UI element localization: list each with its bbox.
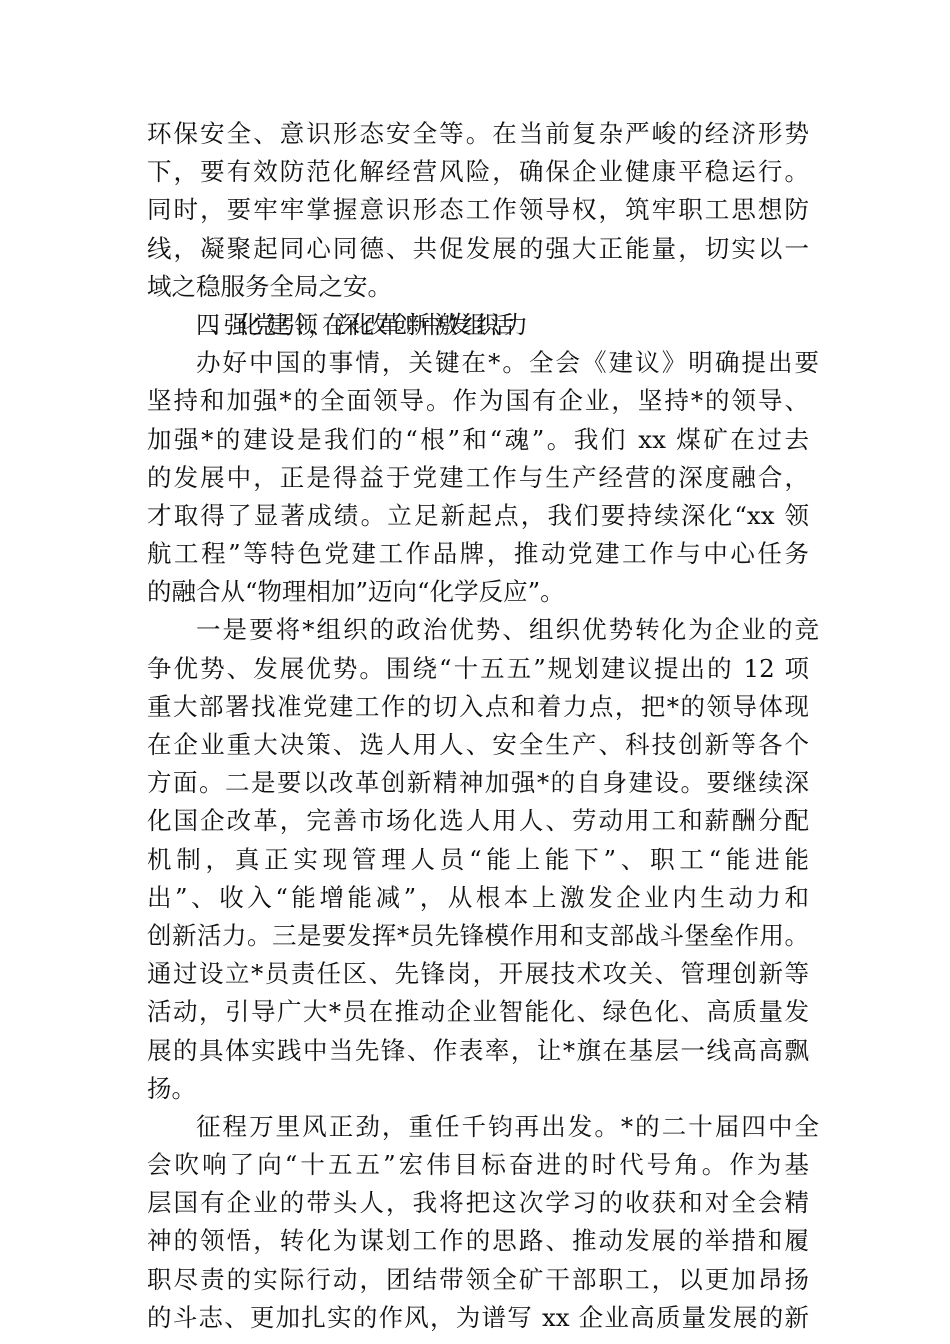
text-line: 创新活力。三是要发挥*员先锋模作用和支部战斗堡垒作用。	[147, 920, 809, 950]
text-line: 职尽责的实际行动，团结带领全矿干部职工，以更加昂扬	[147, 1264, 809, 1294]
text-line: 争优势、发展优势。围绕“十五五”规划建议提出的 12 项	[147, 653, 809, 683]
text-line: 坚持和加强*的全面领导。作为国有企业，坚持*的领导、	[147, 386, 809, 416]
text-line: 神的领悟，转化为谋划工作的思路、推动发展的举措和履	[147, 1226, 809, 1256]
text-line: 重大部署找准党建工作的切入点和着力点，把*的领导体现	[147, 691, 809, 721]
text-line: 下，要有效防范化解经营风险，确保企业健康平稳运行。	[147, 157, 809, 187]
text-line: 一是要将*组织的政治优势、组织优势转化为企业的竞	[196, 615, 809, 645]
text-line: 通过设立*员责任区、先锋岗，开展技术攻关、管理创新等	[147, 959, 809, 989]
text-line: 方面。二是要以改革创新精神加强*的自身建设。要继续深	[147, 768, 809, 798]
section-heading: 四、强化党建引领，在深化改革创新中激发组织活力	[196, 310, 518, 339]
text-line: 域之稳服务全局之安。	[147, 271, 392, 301]
text-line: 环保安全、意识形态安全等。在当前复杂严峻的经济形势	[147, 119, 809, 148]
text-line: 同时，要牢牢掌握意识形态工作领导权，筑牢职工思想防	[147, 195, 809, 225]
text-line: 线，凝聚起同心同德、共促发展的强大正能量，切实以一	[147, 233, 809, 263]
text-line: 展的具体实践中当先锋、作表率，让*旗在基层一线高高飘	[147, 1035, 809, 1065]
text-line: 办好中国的事情，关键在*。全会《建议》明确提出要	[196, 348, 809, 378]
text-line: 加强*的建设是我们的“根”和“魂”。我们 xx 煤矿在过去	[147, 424, 809, 454]
document-body	[147, 115, 809, 1337]
text-line: 征程万里风正劲，重任千钧再出发。*的二十届四中全	[196, 1111, 809, 1141]
text-line: 机制，真正实现管理人员“能上能下”、职工“能进能	[147, 844, 809, 874]
text-line: 扬。	[147, 1073, 196, 1103]
text-line: 在企业重大决策、选人用人、安全生产、科技创新等各个	[147, 730, 809, 759]
text-line: 出”、收入“能增能减”，从根本上激发企业内生动力和	[147, 882, 809, 912]
text-line: 的斗志、更加扎实的作风，为谱写 xx 企业高质量发展的新	[147, 1302, 809, 1332]
text-line: 活动，引导广大*员在推动企业智能化、绿色化、高质量发	[147, 997, 809, 1027]
text-line: 的发展中，正是得益于党建工作与生产经营的深度融合，	[147, 462, 809, 492]
text-line: 层国有企业的带头人，我将把这次学习的收获和对全会精	[147, 1188, 809, 1218]
text-line: 化国企改革，完善市场化选人用人、劳动用工和薪酬分配	[147, 806, 809, 836]
text-line: 航工程”等特色党建工作品牌，推动党建工作与中心任务	[147, 539, 809, 569]
text-line: 会吹响了向“十五五”宏伟目标奋进的时代号角。作为基	[147, 1150, 809, 1180]
text-line: 的融合从“物理相加”迈向“化学反应”。	[147, 577, 565, 607]
text-line: 才取得了显著成绩。立足新起点，我们要持续深化“xx 领	[147, 500, 809, 530]
